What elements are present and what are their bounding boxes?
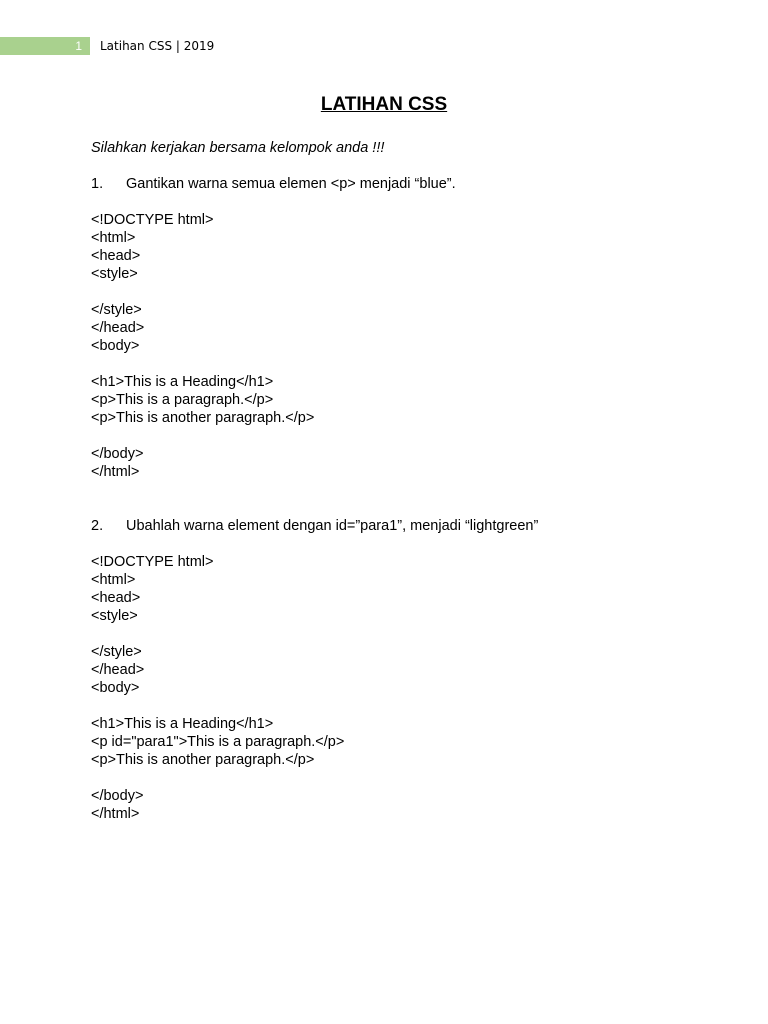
code-line: <h1>This is a Heading</h1> [91,374,274,390]
code-line: <style> [91,266,138,282]
task-2-text: Ubahlah warna element dengan id=”para1”, menjadi “lightgreen” [126,518,539,534]
code-line: <head> [91,590,141,606]
code-line: </body> [91,446,144,462]
code-line: </style> [91,302,142,318]
code-line: <h1>This is a Heading</h1> [91,716,274,732]
code-line: <style> [91,608,138,624]
document-title: LATIHAN CSS [320,94,448,115]
code-line: <head> [91,248,141,264]
task-2-number: 2. [91,518,104,534]
task-1-number: 1. [91,176,104,192]
page-number: 1 [75,39,82,53]
code-line: <html> [91,230,136,246]
code-line [91,769,731,787]
code-line: <p id="para1">This is a paragraph.</p> [91,734,345,750]
task-1-text: Gantikan warna semua elemen <p> menjadi “blue”. [126,176,456,192]
spacer [91,535,731,553]
spacer [91,499,731,517]
task-1 [91,175,731,193]
code-line: </html> [91,806,140,822]
code-line: <!DOCTYPE html> [91,554,214,570]
code-line [91,355,731,373]
code-line [91,625,731,643]
code-line: </head> [91,320,145,336]
instruction-text: Silahkan kerjakan bersama kelompok anda !!! [91,140,385,156]
code-line: </head> [91,662,145,678]
code-line [91,283,731,301]
code-line: </html> [91,464,140,480]
task-1-code-block [91,211,731,481]
code-line: <p>This is another paragraph.</p> [91,410,315,426]
code-line: </style> [91,644,142,660]
code-line: <body> [91,680,140,696]
code-line: <!DOCTYPE html> [91,212,214,228]
spacer [91,193,731,211]
code-line: <html> [91,572,136,588]
code-line: </body> [91,788,144,804]
document-body [91,139,731,823]
task-2-code-block [91,553,731,823]
code-line [91,697,731,715]
code-line [91,427,731,445]
code-line: <body> [91,338,140,354]
header-title: Latihan CSS | 2019 [100,39,215,53]
spacer [91,481,731,499]
code-line: <p>This is another paragraph.</p> [91,752,315,768]
code-line: <p>This is a paragraph.</p> [91,392,274,408]
task-2 [91,517,731,535]
spacer [91,157,731,175]
